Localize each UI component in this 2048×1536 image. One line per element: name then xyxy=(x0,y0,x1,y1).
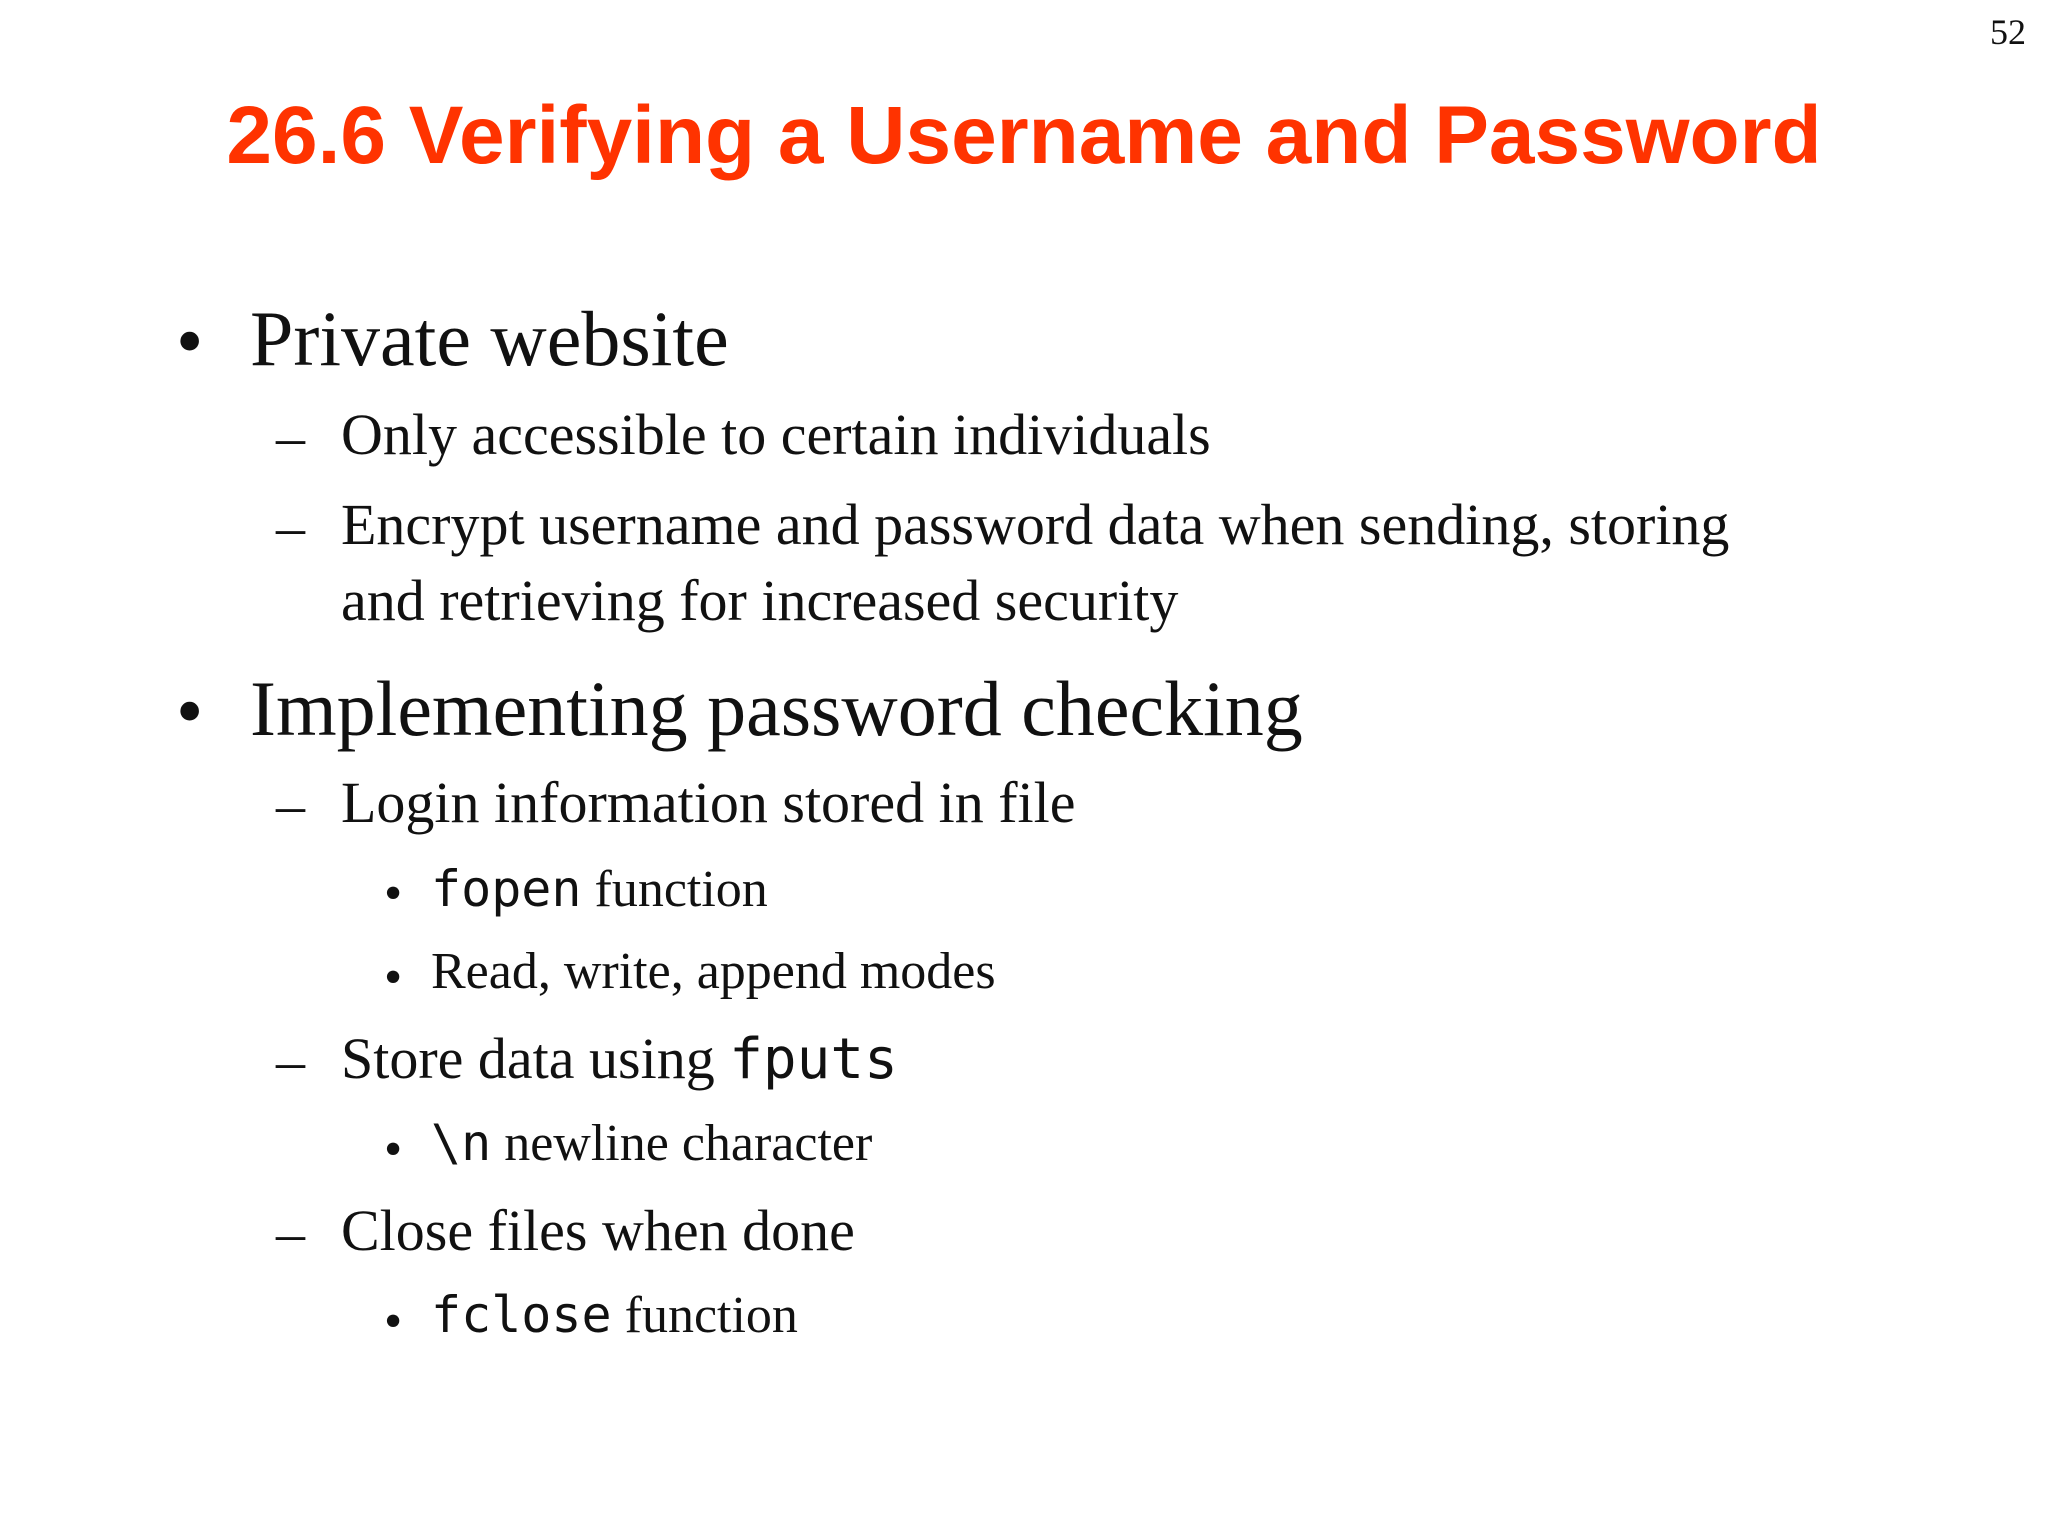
code-fopen: fopen xyxy=(431,860,582,918)
store-data-text: Store data using xyxy=(341,1026,730,1091)
sub-bullet-encrypt-line1: Encrypt username and password data when sending, storing xyxy=(341,492,1730,557)
page-number: 52 xyxy=(1990,12,2026,52)
code-newline: \n xyxy=(431,1114,492,1172)
code-fputs: fputs xyxy=(729,1027,898,1092)
code-fclose: fclose xyxy=(431,1286,612,1344)
bullet-marker: • xyxy=(176,667,204,754)
dash-marker: – xyxy=(276,404,305,469)
sub-sub-bullet-fclose xyxy=(431,1286,798,1344)
sub-sub-bullet-fopen xyxy=(431,860,768,918)
dash-marker: – xyxy=(276,1028,305,1093)
slide-title: 26.6 Verifying a Username and Password xyxy=(226,90,1822,181)
bullet-private-website: Private website xyxy=(250,295,729,382)
dash-marker: – xyxy=(276,494,305,559)
dash-marker: – xyxy=(276,1200,305,1265)
fclose-description: function xyxy=(611,1287,798,1344)
sub-sub-bullet-newline xyxy=(431,1114,873,1172)
small-bullet-marker: • xyxy=(384,1293,403,1350)
sub-bullet-store-data xyxy=(341,1026,898,1092)
sub-bullet-only-accessible: Only accessible to certain individuals xyxy=(341,402,1211,467)
sub-sub-bullet-read-write-append: Read, write, append modes xyxy=(431,943,996,1000)
sub-bullet-close-files: Close files when done xyxy=(341,1198,855,1263)
small-bullet-marker: • xyxy=(384,865,403,922)
newline-description: newline character xyxy=(491,1115,873,1172)
sub-bullet-login-information: Login information stored in file xyxy=(341,770,1076,835)
small-bullet-marker: • xyxy=(384,949,403,1006)
bullet-marker: • xyxy=(176,297,204,384)
sub-bullet-encrypt-line2: and retrieving for increased security xyxy=(341,568,1179,633)
bullet-implementing-password-checking: Implementing password checking xyxy=(250,665,1303,752)
fopen-description: function xyxy=(581,861,768,918)
dash-marker: – xyxy=(276,772,305,837)
small-bullet-marker: • xyxy=(384,1121,403,1178)
